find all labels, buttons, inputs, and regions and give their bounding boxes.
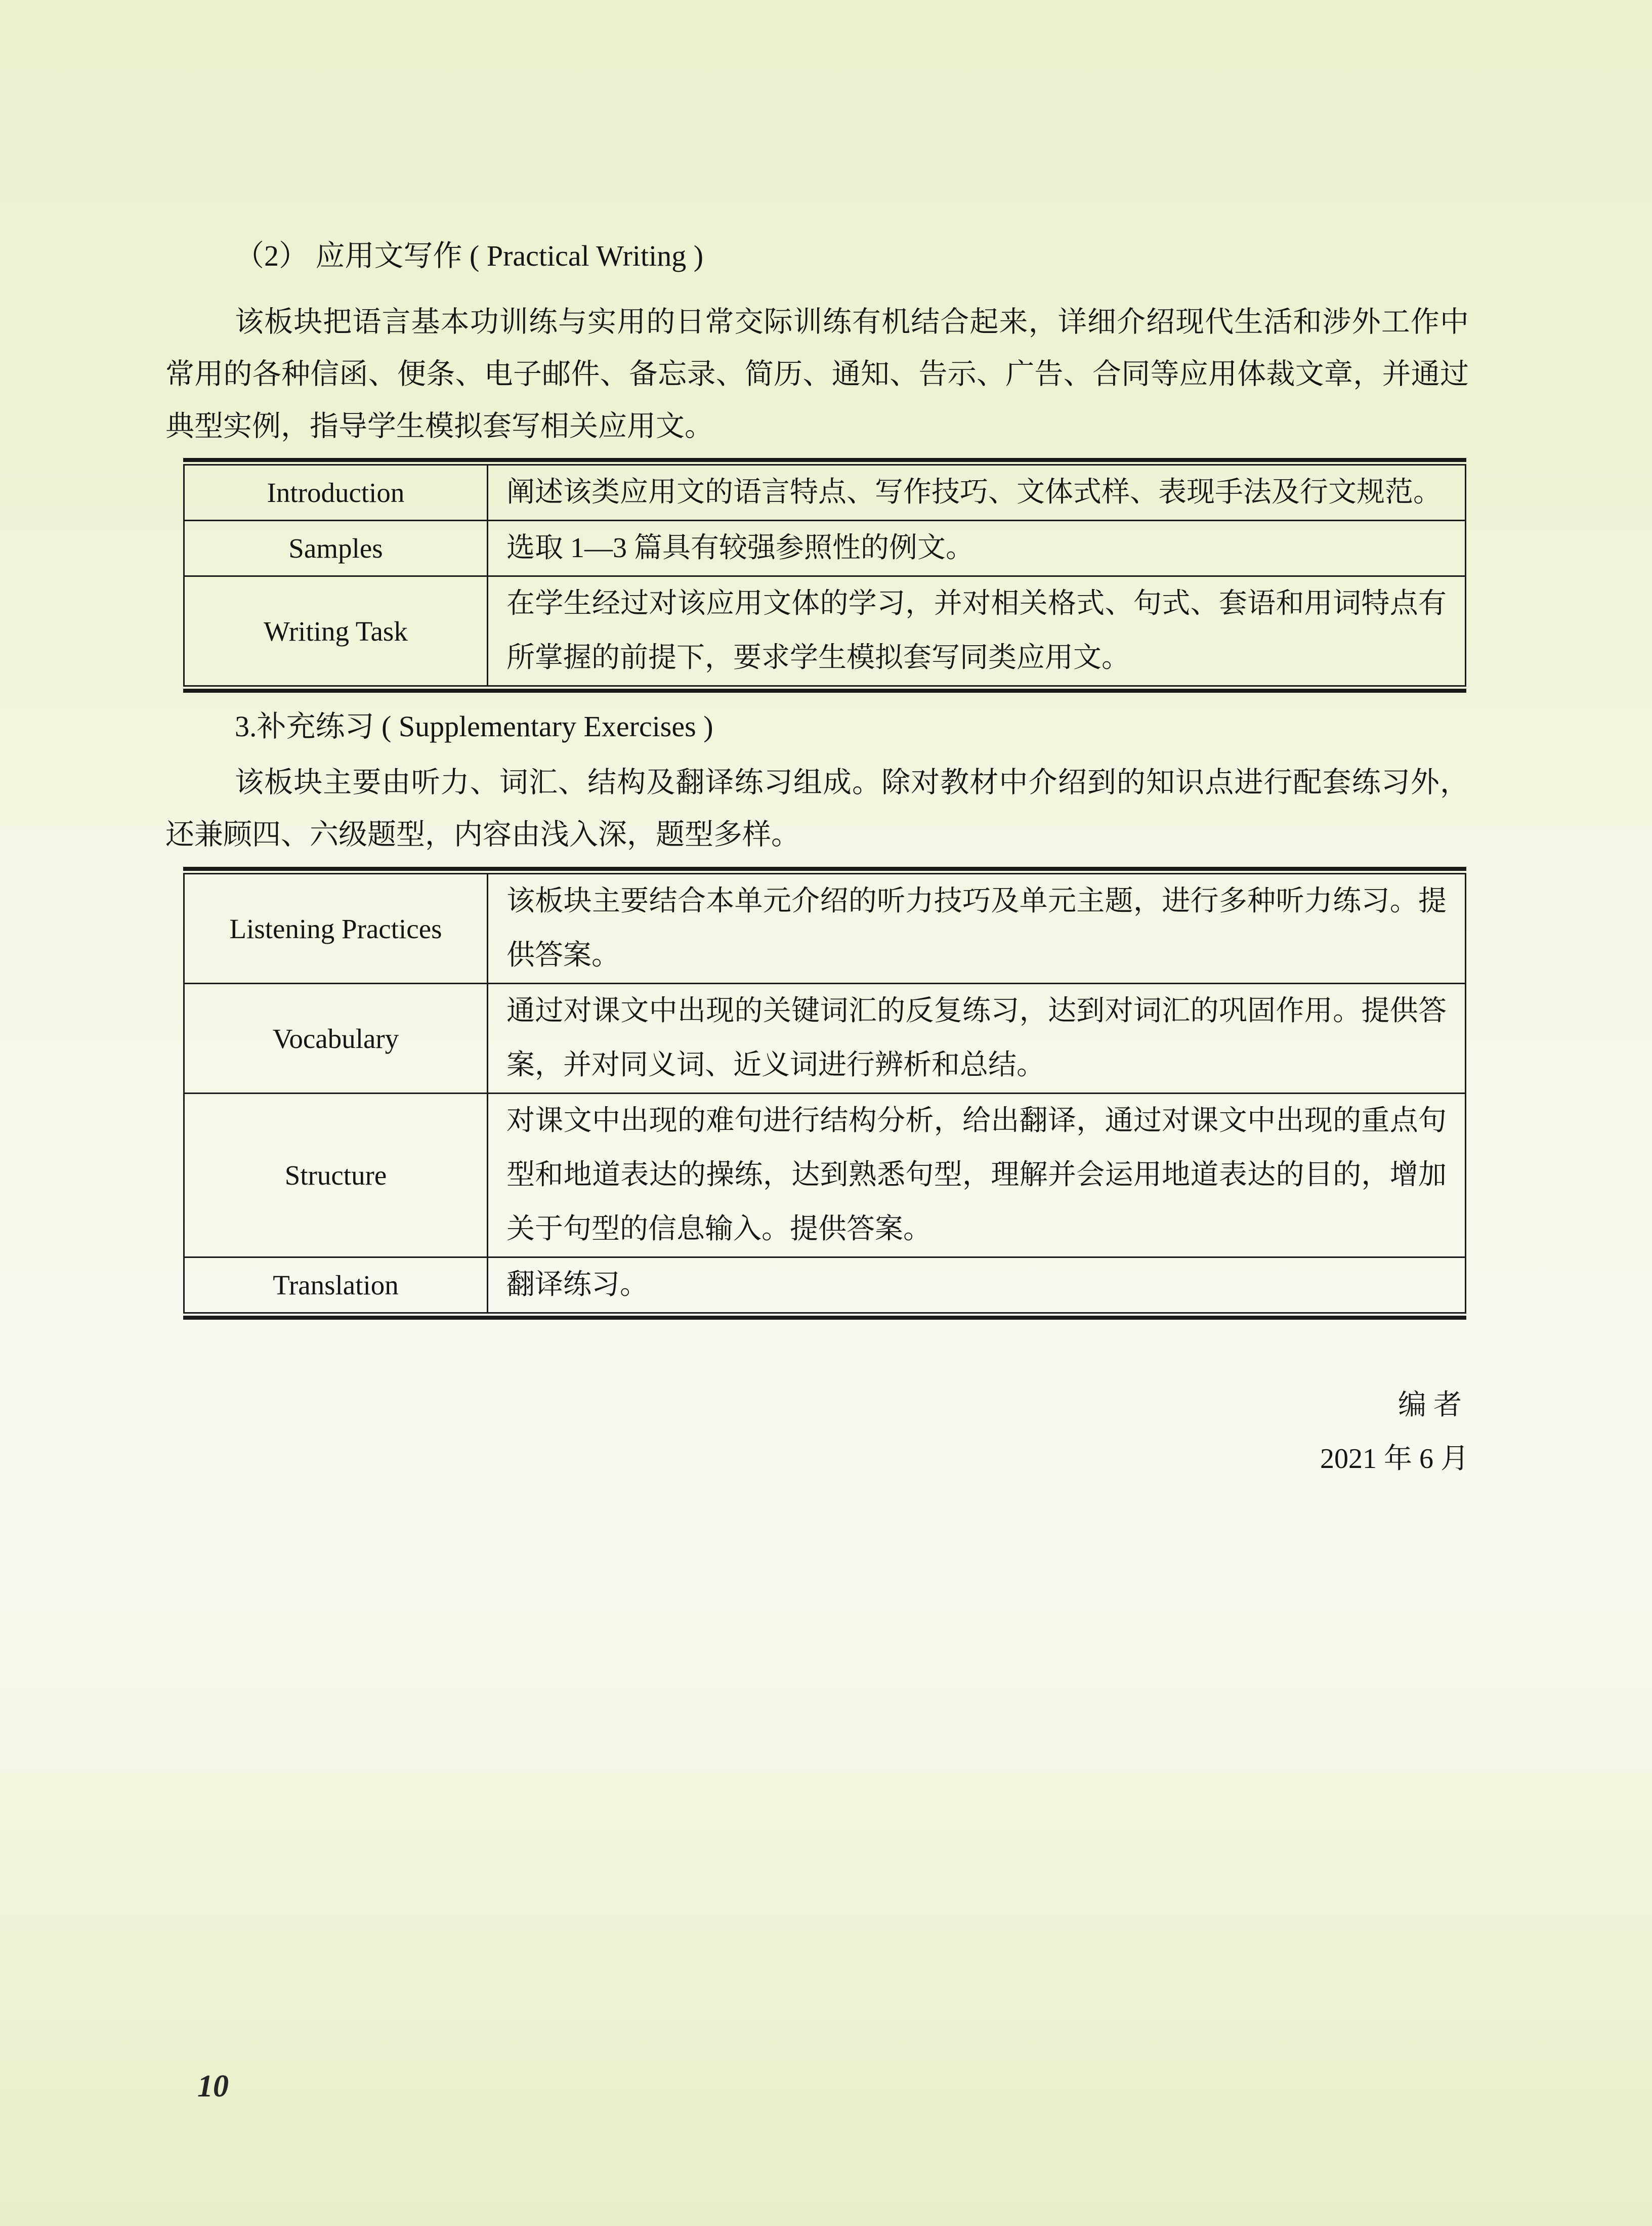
table-row [184, 576, 1466, 686]
row-label: Translation [184, 1257, 488, 1313]
row-label: Writing Task [184, 576, 488, 686]
section-heading-practical-writing: （2） 应用文写作 ( Practical Writing ) [235, 239, 704, 272]
author-signature: 编者 [1398, 1390, 1469, 1421]
row-description: 选取 1—3 篇具有较强参照性的例文。 [488, 521, 1466, 576]
row-description: 通过对课文中出现的关键词汇的反复练习，达到对词汇的巩固作用。提供答案，并对同义词、近义词进行辨析和总结。 [488, 984, 1466, 1094]
row-label: Samples [184, 521, 488, 576]
table-practical-writing-grid [183, 464, 1466, 687]
publication-date: 2021 年 6 月 [1320, 1443, 1469, 1475]
row-description: 在学生经过对该应用文体的学习，并对相关格式、句式、套语和用词特点有所掌握的前提下，要求学生模拟套写同类应用文。 [488, 576, 1466, 686]
table-supplementary-exercises-grid [183, 873, 1466, 1314]
table-row [184, 874, 1466, 984]
table-row [184, 1257, 1466, 1313]
row-label: Listening Practices [184, 874, 488, 984]
row-label: Structure [184, 1094, 488, 1257]
table-row [184, 984, 1466, 1094]
row-description: 对课文中出现的难句进行结构分析，给出翻译，通过对课文中出现的重点句型和地道表达的操练，达到熟悉句型，理解并会运用地道表达的目的，增加关于句型的信息输入。提供答案。 [488, 1094, 1466, 1257]
row-description: 翻译练习。 [488, 1257, 1466, 1313]
row-description: 阐述该类应用文的语言特点、写作技巧、文体式样、表现手法及行文规范。 [488, 465, 1466, 521]
paragraph-practical-writing: 该板块把语言基本功训练与实用的日常交际训练有机结合起来，详细介绍现代生活和涉外工作中常用的各种信函、便条、电子邮件、备忘录、简历、通知、告示、广告、合同等应用体裁文章，并通过典型实例，指导学生模拟套写相关应用文。 [165, 306, 1469, 442]
table-row [184, 521, 1466, 576]
table-row [184, 465, 1466, 521]
row-label: Vocabulary [184, 984, 488, 1094]
page-number: 10 [197, 2069, 229, 2104]
table-supplementary-exercises [183, 867, 1466, 1320]
row-label: Introduction [184, 465, 488, 521]
row-description: 该板块主要结合本单元介绍的听力技巧及单元主题，进行多种听力练习。提供答案。 [488, 874, 1466, 984]
section-heading-supplementary-exercises: 3.补充练习 ( Supplementary Exercises ) [235, 710, 713, 743]
paragraph-supplementary-exercises: 该板块主要由听力、词汇、结构及翻译练习组成。除对教材中介绍到的知识点进行配套练习外，还兼顾四、六级题型，内容由浅入深，题型多样。 [165, 767, 1469, 851]
table-row [184, 1094, 1466, 1257]
table-practical-writing [183, 458, 1466, 693]
